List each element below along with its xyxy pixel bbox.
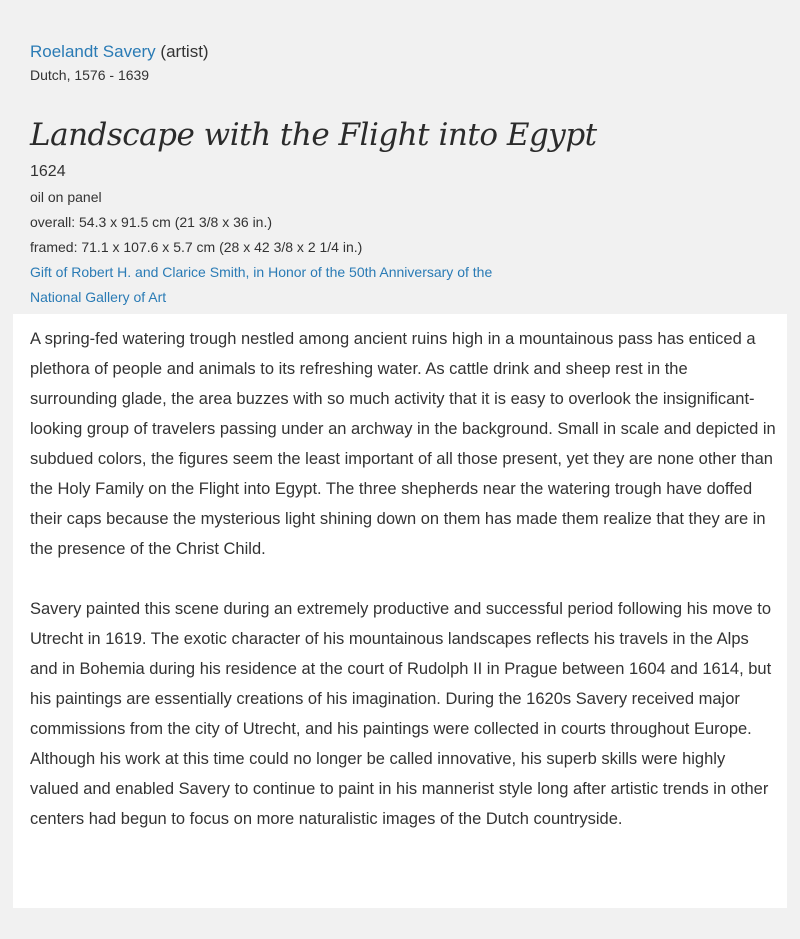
artwork-dimensions-overall: overall: 54.3 x 91.5 cm (21 3/8 x 36 in.) [30,214,273,230]
artist-nationality-dates: Dutch, 1576 - 1639 [30,67,150,83]
description-paragraph: A spring-fed watering trough nestled among ancient ruins high in a mountainous pass has enticed a plethora of people and animals to its refreshing water. As cattle drink and sheep rest in the surrounding glade, the area buzzes with so much activity that it is easy to overlook the insignificant-looking group of travelers passing under an archway in the background. Small in scale and depicted in subdued colors, the figures seem the least important of all those present, yet they are none other than the Holy Family on the Flight into Egypt. The three shepherds near the watering trough have doffed their caps because the mysterious light shining down on them has made them realize that they are in the presence of the Christ Child. [30,330,776,558]
description-paragraph: Savery painted this scene during an extremely productive and successful period following his move to Utrecht in 1619. The exotic character of his mountainous landscapes reflects his travels in the Alps and in Bohemia during his residence at the court of Rudolph II in Prague between 1604 and 1614, but his paintings are essentially creations of his imagination. During the 1620s Savery received major commissions from the city of Utrecht, and his paintings were collected in courts throughout Europe. Although his work at this time could no longer be called innovative, his superb skills were highly valued and enabled Savery to continue to paint in his mannerist style long after artistic trends in other centers had begun to focus on more naturalistic images of the Dutch countryside. [30,600,772,828]
artist-name-link[interactable]: Roelandt Savery [30,42,156,61]
artwork-medium: oil on panel [30,189,102,205]
credit-line-part-1: Gift of Robert H. and Clarice Smith, in Honor of the 50th Anniversary of the [30,264,493,280]
credit-line-link[interactable] [30,260,590,310]
artwork-header [30,40,770,310]
artist-role: (artist) [160,42,209,61]
credit-line-part-2: National Gallery of Art [30,289,167,305]
description-panel [13,314,787,908]
artwork-date: 1624 [30,163,66,180]
artist-line [30,40,770,64]
artwork-title: Landscape with the Flight into Egypt [30,117,597,153]
artwork-dimensions-framed: framed: 71.1 x 107.6 x 5.7 cm (28 x 42 3/8 x 2 1/4 in.) [30,239,363,255]
